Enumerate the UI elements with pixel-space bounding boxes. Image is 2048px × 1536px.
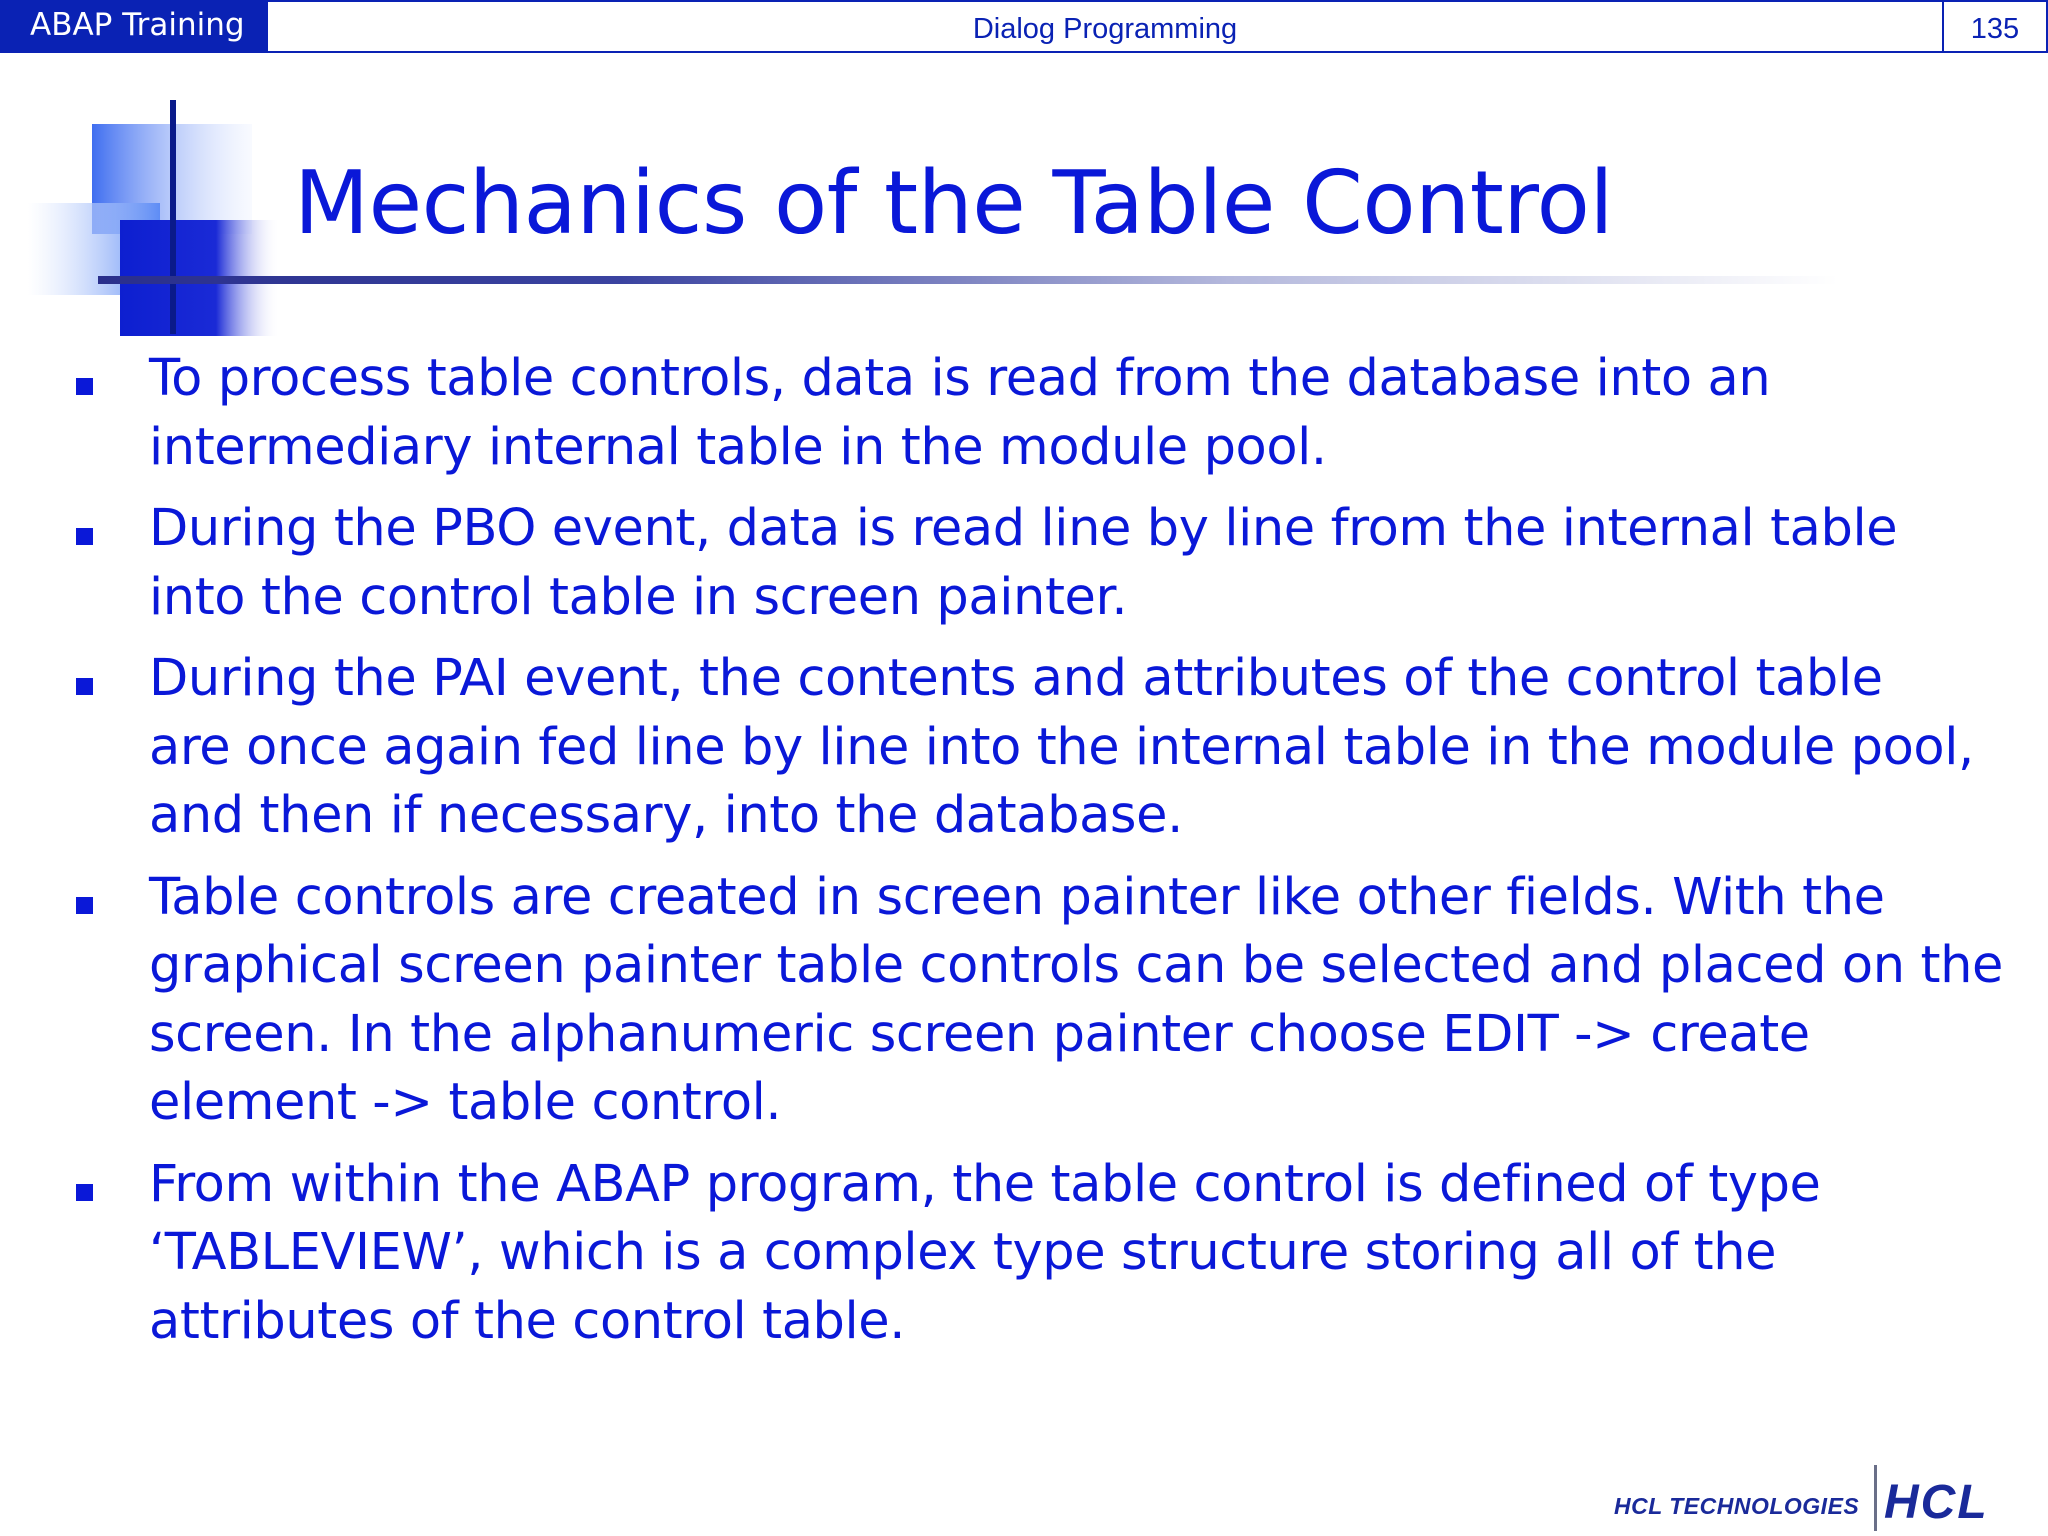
bullet-square-icon bbox=[76, 378, 93, 395]
bullet-line: attributes of the control table. bbox=[149, 1291, 906, 1351]
section-label: Dialog Programming bbox=[972, 13, 1238, 45]
bullet-item bbox=[0, 864, 2003, 1138]
bullet-line: Table controls are created in screen painter like other fields. With the bbox=[149, 867, 1885, 927]
course-label: ABAP Training bbox=[2, 2, 268, 51]
bullet-line: To process table controls, data is read from the database into an bbox=[149, 349, 1771, 408]
bullet-line: During the PAI event, the contents and attributes of the control table bbox=[149, 649, 1883, 708]
bullet-square-icon bbox=[76, 897, 93, 914]
deco-cross-vertical bbox=[170, 100, 176, 334]
bullet-line: element -> table control. bbox=[149, 1073, 782, 1132]
bullet-line: During the PBO event, data is read line by line from the internal table bbox=[149, 499, 1898, 558]
bullet-square-icon bbox=[76, 1184, 93, 1201]
bullet-line: graphical screen painter table controls can be selected and placed on the bbox=[149, 936, 2003, 995]
bullet-line: From within the ABAP program, the table control is defined of type bbox=[149, 1154, 1821, 1214]
logo-wordmark: HCL TECHNOLOGIES bbox=[1614, 1493, 1860, 1519]
page-number: 135 bbox=[1942, 2, 2046, 51]
bullet-line: screen. In the alphanumeric screen painter choose EDIT -> create bbox=[149, 1004, 1810, 1064]
header-bar bbox=[0, 0, 2048, 53]
bullet-item bbox=[0, 345, 1900, 482]
bullet-line: are once again fed line by line into the internal table in the module pool, bbox=[149, 717, 1974, 777]
bullet-list bbox=[0, 345, 2048, 1369]
bullet-line: ‘TABLEVIEW’, which is a complex type structure storing all of the bbox=[149, 1223, 1777, 1282]
bullet-line: into the control table in screen painter. bbox=[149, 567, 1128, 627]
company-logo bbox=[1610, 1465, 2040, 1531]
bullet-item bbox=[0, 1151, 1900, 1357]
logo-mark: HCL bbox=[1884, 1476, 1989, 1529]
title-decoration bbox=[0, 90, 320, 350]
title-underline bbox=[98, 276, 1838, 284]
slide-title: Mechanics of the Table Control bbox=[294, 152, 1614, 254]
bullet-line: and then if necessary, into the database. bbox=[149, 786, 1183, 845]
logo-divider bbox=[1874, 1465, 1877, 1531]
bullet-square-icon bbox=[76, 678, 93, 695]
bullet-item bbox=[0, 645, 1974, 851]
bullet-square-icon bbox=[76, 528, 93, 545]
bullet-line: intermediary internal table in the module pool. bbox=[149, 417, 1327, 477]
bullet-item bbox=[0, 495, 1900, 632]
